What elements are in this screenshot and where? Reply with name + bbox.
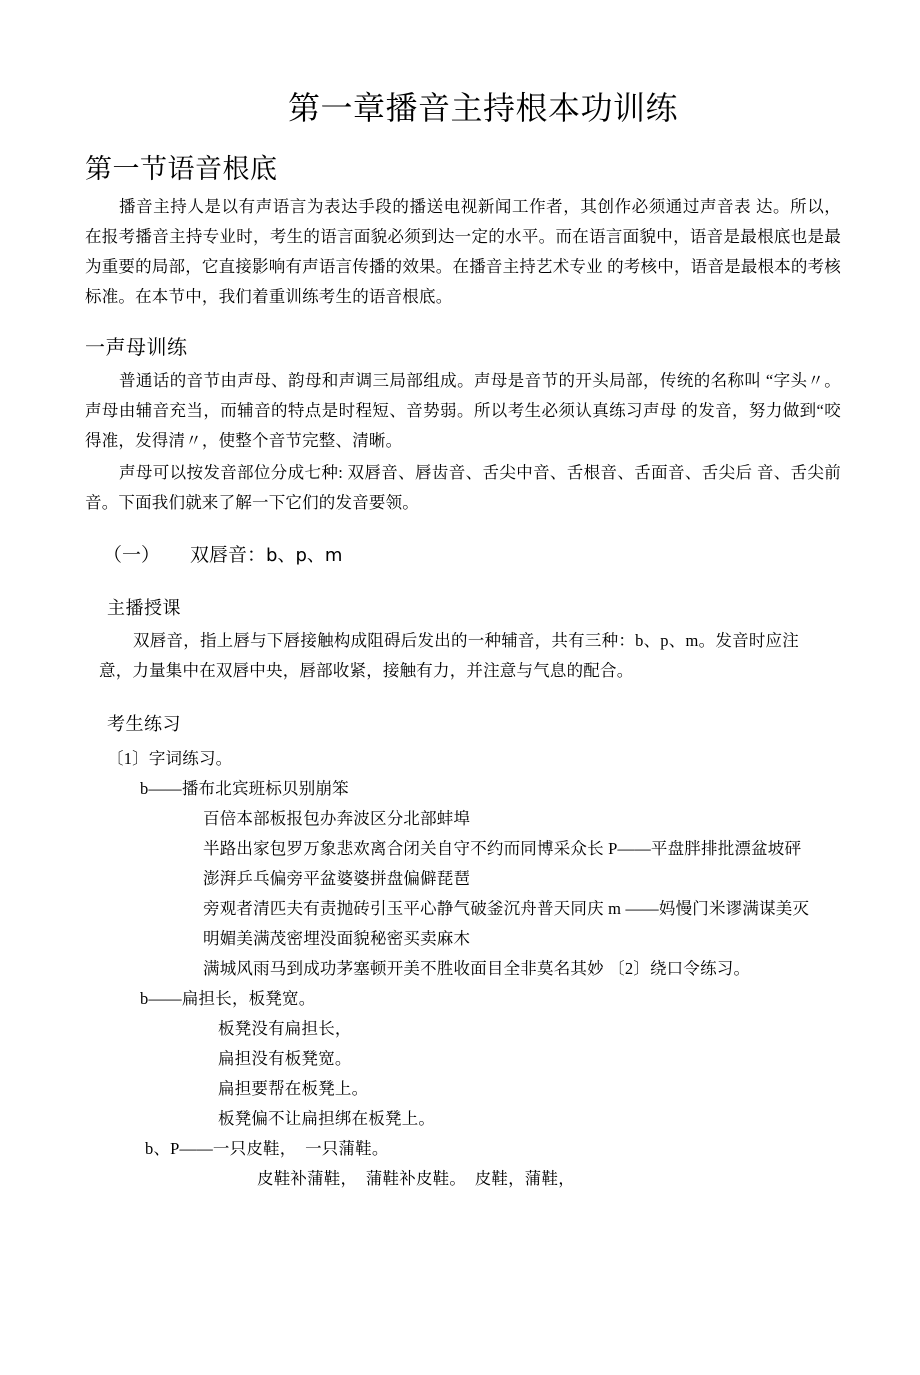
practice-line: 澎湃乒乓偏旁平盆婆婆拼盘偏僻琵琶 [203, 869, 471, 888]
paragraph-2: 普通话的音节由声母、韵母和声调三局部组成。声母是音节的开头局部，传统的名称叫 “字头〃。声母由辅音充当，而辅音的特点是时程短、音势弱。所以考生必须认真练习声母 的发音，努力做到“咬得准，发得清〃，使整个音节完整、清晰。 [85, 371, 841, 450]
teach-paragraph: 双唇音，指上唇与下唇接触构成阻碍后发出的一种辅音，共有三种：b、p、m。发音时应注意，力量集中在双唇中央，唇部收紧，接触有力，并注意与气息的配合。 [99, 631, 799, 680]
practice-line: 旁观者清匹夫有责抛砖引玉平心静气破釜沉舟普天同庆 m ——妈慢门米谬满谋美灭 [203, 899, 810, 918]
practice-line: 明媚美满茂密埋没面貌秘密买卖麻木 [203, 929, 471, 948]
intro-paragraph: 播音主持人是以有声语言为表达手段的播送电视新闻工作者，其创作必须通过声音表 达。所以，在报考播音主持专业时，考生的语言面貌必须到达一定的水平。而在语言面貌中，语音是最根底也是最为重要的局部，它直接影响有声语言传播的效果。在播音主持艺术专业 的考核中，语音是最根本的考核标准。在本节中，我们着重训练考生的语音根底。 [85, 197, 841, 306]
item-heading-number: （一） [103, 545, 161, 566]
practice-line: 扁担要帮在板凳上。 [218, 1079, 369, 1098]
practice-line: 板凳没有扁担长， [218, 1019, 352, 1038]
practice-line: b、P——一只皮鞋， 一只蒲鞋。 [145, 1139, 389, 1158]
practice-line: 百倍本部板报包办奔波区分北部蚌埠 [203, 809, 471, 828]
practice-line: 扁担没有板凳宽。 [218, 1049, 352, 1068]
practice-line: 〔1〕字词练习。 [107, 749, 233, 768]
practice-list [85, 744, 841, 1194]
practice-line: 板凳偏不让扁担绑在板凳上。 [218, 1109, 436, 1128]
practice-line: 皮鞋补蒲鞋， 蒲鞋补皮鞋。 皮鞋，蒲鞋， [257, 1169, 575, 1188]
practice-line: b——播布北宾班标贝别崩笨 [140, 779, 349, 798]
page-title: 第一章播音主持根本功训练 [287, 90, 678, 126]
practice-heading: 考生练习 [107, 714, 181, 735]
item-heading-letters: b、p、m [266, 545, 343, 566]
item-heading [85, 542, 841, 570]
practice-line: 半路出家包罗万象悲欢离合闭关自守不约而同博采众长 P——平盘胖排批漂盆坡砰 [203, 839, 802, 858]
paragraph-3: 声母可以按发音部位分成七种: 双唇音、唇齿音、舌尖中音、舌根音、舌面音、舌尖后 音、舌尖前音。下面我们就来了解一下它们的发音要领。 [85, 463, 841, 512]
section-heading: 第一节语音根底 [85, 154, 278, 184]
practice-line: 满城风雨马到成功茅塞顿开美不胜收面目全非莫名其妙 〔2〕绕口令练习。 [203, 959, 751, 978]
document-content [85, 0, 841, 1194]
teach-heading: 主播授课 [107, 598, 181, 619]
item-heading-label: 双唇音： [190, 545, 267, 566]
practice-line: b——扁担长，板凳宽。 [140, 989, 316, 1008]
subsection-heading: 一声母训练 [85, 337, 188, 359]
